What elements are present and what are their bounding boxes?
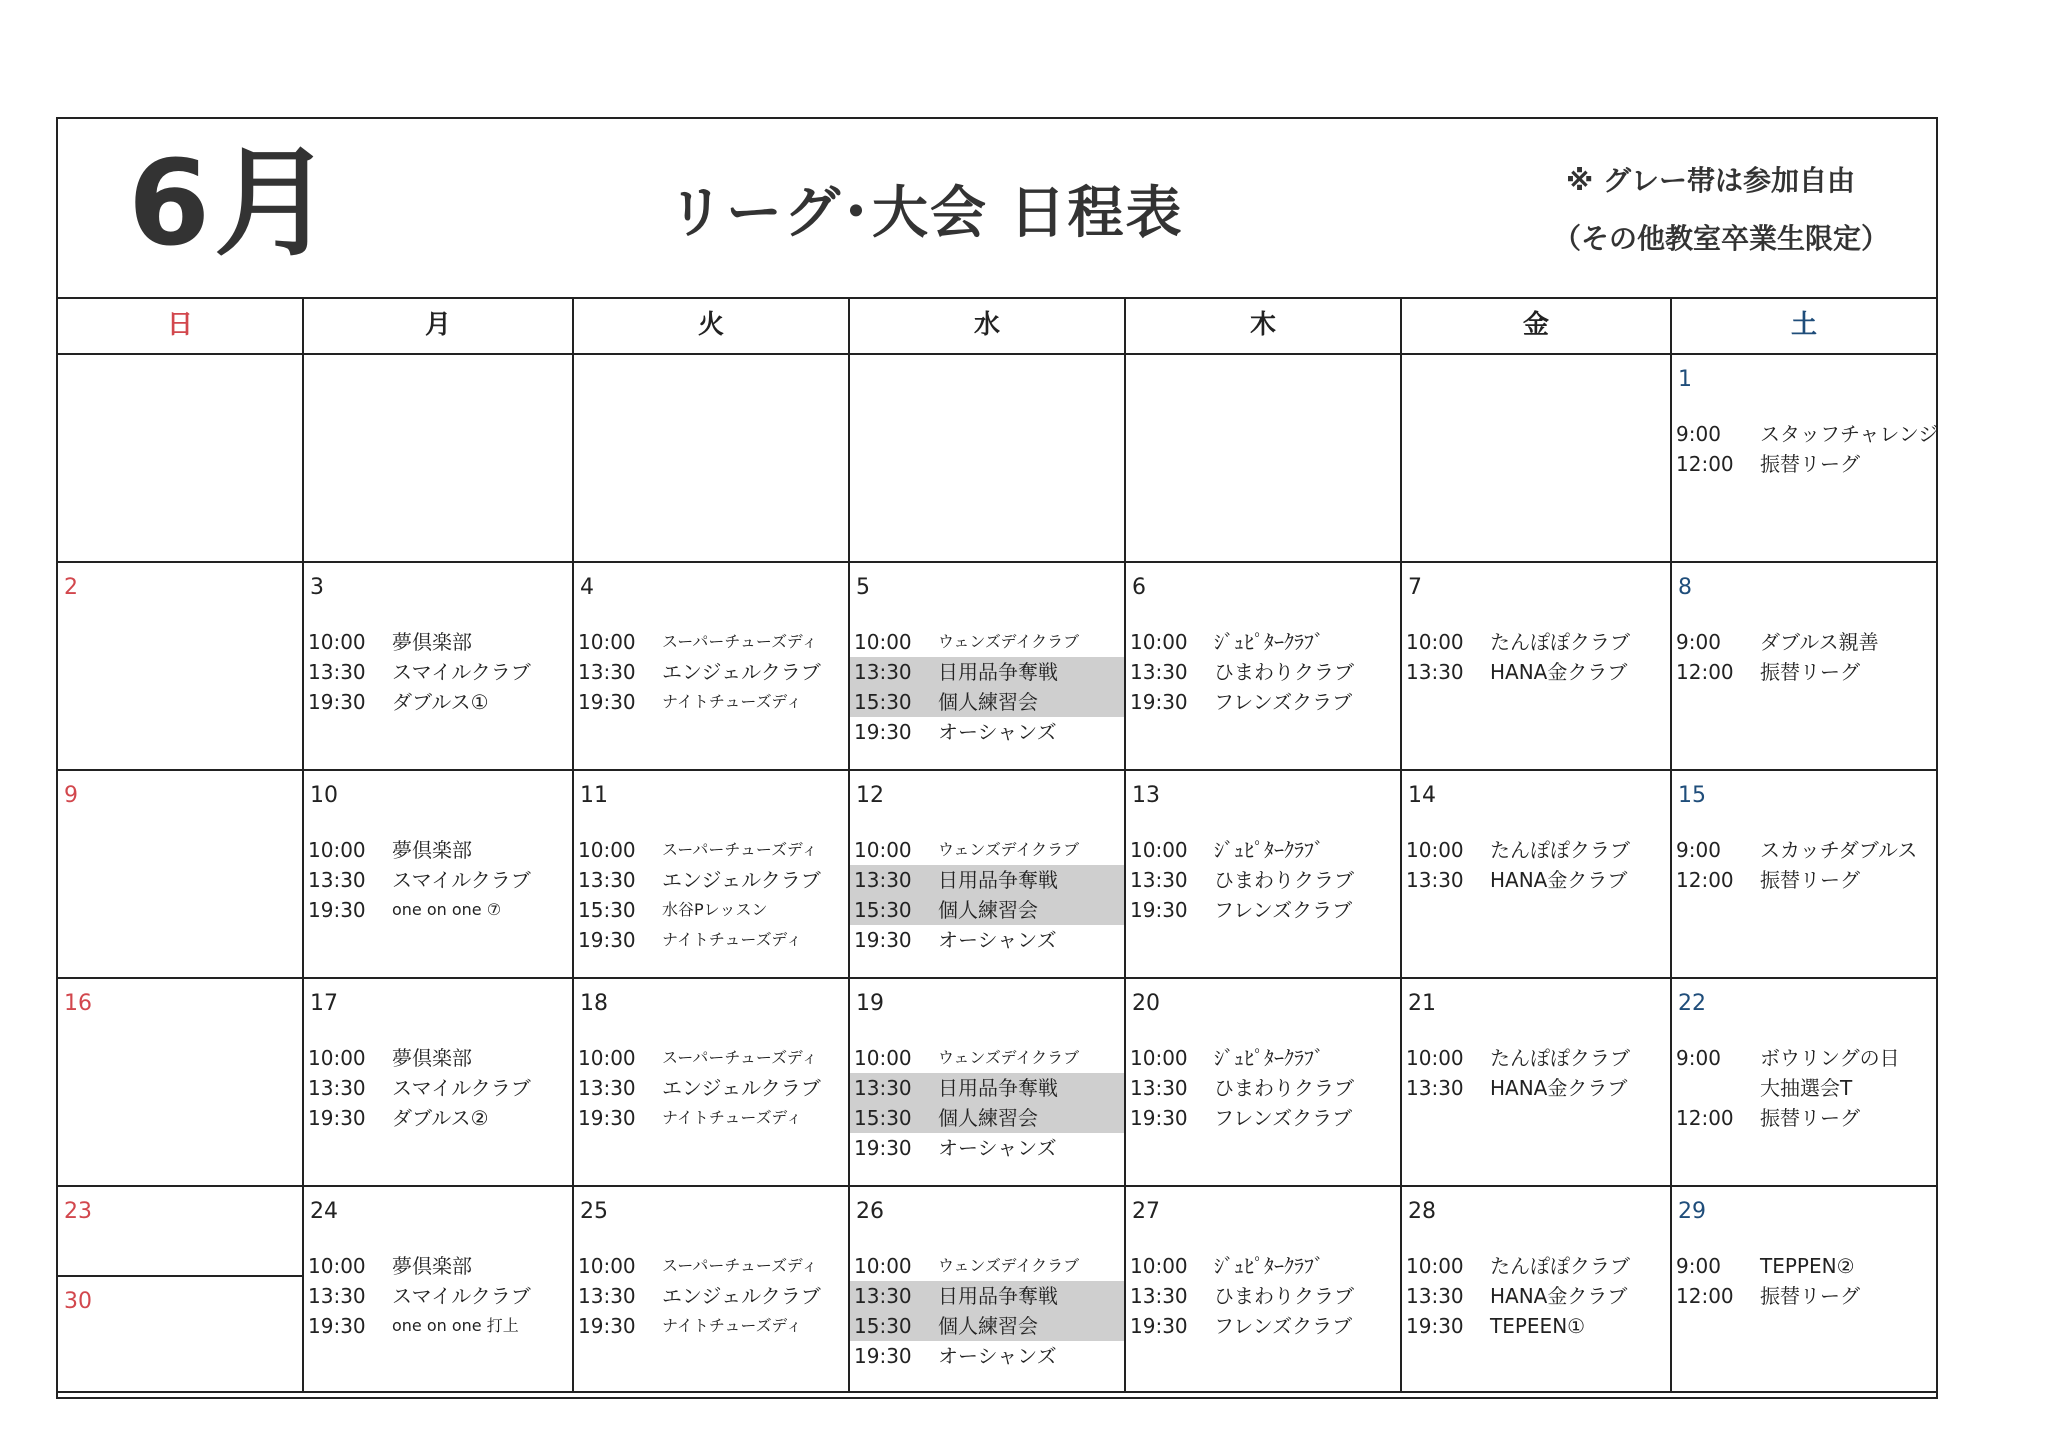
- event-time: 10:00: [1130, 1254, 1188, 1278]
- day-number: 4: [580, 575, 594, 600]
- event-row: [1402, 865, 1670, 895]
- event-time: 12:00: [1676, 1106, 1734, 1130]
- event-name: 個人練習会: [938, 1314, 1038, 1338]
- day-cell: [1126, 355, 1402, 563]
- event-row: [304, 657, 572, 687]
- event-row: [1672, 865, 1936, 895]
- event-row: [1672, 657, 1936, 687]
- schedule-sheet: [56, 117, 1938, 1399]
- day-number: 17: [310, 991, 338, 1016]
- event-time: 9:00: [1676, 1046, 1721, 1070]
- month-label: 6月: [128, 134, 337, 272]
- event-row: [850, 1281, 1124, 1311]
- event-name: ナイトチューズディ: [662, 930, 803, 949]
- event-time: 10:00: [1130, 1046, 1188, 1070]
- event-name: ナイトチューズディ: [662, 1108, 803, 1127]
- event-time: 10:00: [1406, 838, 1464, 862]
- event-time: 19:30: [854, 1344, 912, 1368]
- event-name: 個人練習会: [938, 690, 1038, 714]
- event-row: [850, 657, 1124, 687]
- weekday-header: 水: [850, 297, 1126, 355]
- event-row: [304, 1103, 572, 1133]
- event-name: ｼﾞｭﾋﾟﾀｰｸﾗﾌﾞ: [1214, 838, 1324, 862]
- event-name: フレンズクラブ: [1214, 690, 1353, 714]
- event-name: エンジェルクラブ: [662, 1284, 821, 1308]
- event-name: HANA金クラブ: [1490, 1076, 1628, 1100]
- event-row: [1672, 627, 1936, 657]
- weekday-header: 土: [1672, 297, 1938, 355]
- event-time: 19:30: [1130, 1106, 1188, 1130]
- day-cell: [304, 979, 574, 1187]
- event-name: HANA金クラブ: [1490, 868, 1628, 892]
- event-row: [1402, 1073, 1670, 1103]
- event-name: ひまわりクラブ: [1214, 1284, 1354, 1308]
- sunday-date: 9: [64, 783, 78, 808]
- event-time: 19:30: [854, 928, 912, 952]
- day-cell: [574, 771, 850, 979]
- sunday-divider: [58, 1275, 302, 1277]
- eligibility-note: （その他教室卒業生限定）: [1553, 222, 1890, 255]
- event-time: 10:00: [854, 1254, 912, 1278]
- event-row: [1672, 449, 1936, 479]
- day-cell: [1126, 1187, 1402, 1393]
- event-row: [1126, 1281, 1400, 1311]
- event-time: 15:30: [854, 690, 912, 714]
- day-cell: [1402, 355, 1672, 563]
- event-time: 15:30: [578, 898, 636, 922]
- day-number: 1: [1678, 367, 1692, 392]
- event-time: 10:00: [854, 838, 912, 862]
- event-time: 19:30: [1130, 1314, 1188, 1338]
- event-name: オーシャンズ: [938, 1136, 1057, 1160]
- event-row: [850, 1073, 1124, 1103]
- event-time: 19:30: [308, 898, 366, 922]
- event-row: [1672, 1043, 1936, 1073]
- event-time: 13:30: [578, 660, 636, 684]
- event-row: [850, 1341, 1124, 1371]
- event-row: [304, 1311, 572, 1341]
- event-row: [1126, 627, 1400, 657]
- event-name: スタッフチャレンジ: [1760, 422, 1939, 446]
- event-name: ナイトチューズディ: [662, 1316, 803, 1335]
- event-time: 19:30: [854, 1136, 912, 1160]
- day-number: 14: [1408, 783, 1436, 808]
- event-name: フレンズクラブ: [1214, 1314, 1353, 1338]
- event-row: [574, 1103, 848, 1133]
- event-name: 大抽選会T: [1760, 1076, 1853, 1100]
- event-name: たんぽぽクラブ: [1490, 630, 1630, 654]
- event-row: [304, 1251, 572, 1281]
- event-name: スカッチダブルス: [1760, 838, 1918, 862]
- day-cell: [574, 979, 850, 1187]
- event-row: [574, 627, 848, 657]
- event-name: TEPPEN②: [1760, 1254, 1855, 1278]
- event-name: エンジェルクラブ: [662, 868, 821, 892]
- event-row: [1402, 1311, 1670, 1341]
- day-cell: [304, 771, 574, 979]
- sunday-date: 2: [64, 575, 78, 600]
- sunday-date: 23: [64, 1199, 92, 1224]
- event-name: 振替リーグ: [1760, 868, 1860, 892]
- event-name: 夢倶楽部: [392, 630, 472, 654]
- day-cell: [850, 771, 1126, 979]
- event-time: 10:00: [578, 1254, 636, 1278]
- event-name: ウェンズデイクラブ: [938, 840, 1080, 859]
- day-number: 5: [856, 575, 870, 600]
- weekday-header: 日: [58, 297, 304, 355]
- event-row: [1672, 1251, 1936, 1281]
- event-time: 13:30: [854, 1284, 912, 1308]
- weekday-header: 火: [574, 297, 850, 355]
- gray-band-note: ※ グレー帯は参加自由: [1566, 164, 1855, 197]
- day-number: 18: [580, 991, 608, 1016]
- day-cell: [850, 979, 1126, 1187]
- event-row: [304, 687, 572, 717]
- event-name: オーシャンズ: [938, 1344, 1057, 1368]
- event-time: 9:00: [1676, 838, 1721, 862]
- event-time: 13:30: [1130, 1284, 1188, 1308]
- day-number: 7: [1408, 575, 1422, 600]
- day-cell: [1402, 563, 1672, 771]
- event-time: 10:00: [1406, 1046, 1464, 1070]
- day-number: 28: [1408, 1199, 1436, 1224]
- event-time: 13:30: [308, 660, 366, 684]
- event-row: [1126, 1103, 1400, 1133]
- event-time: 19:30: [308, 1314, 366, 1338]
- event-name: 日用品争奪戦: [938, 1284, 1058, 1308]
- event-time: 13:30: [1130, 660, 1188, 684]
- event-row: [1126, 1073, 1400, 1103]
- event-row: [850, 687, 1124, 717]
- event-name: HANA金クラブ: [1490, 660, 1628, 684]
- event-row: [850, 627, 1124, 657]
- event-row: [1672, 835, 1936, 865]
- day-cell: [850, 563, 1126, 771]
- event-time: 13:30: [1406, 660, 1464, 684]
- event-row: [850, 1251, 1124, 1281]
- day-cell: [574, 563, 850, 771]
- event-name: ひまわりクラブ: [1214, 868, 1354, 892]
- event-row: [574, 925, 848, 955]
- event-name: ダブルス①: [392, 690, 489, 714]
- event-row: [850, 865, 1124, 895]
- event-row: [304, 895, 572, 925]
- sunday-date: 16: [64, 991, 92, 1016]
- event-name: 夢倶楽部: [392, 838, 472, 862]
- event-name: ウェンズデイクラブ: [938, 1048, 1080, 1067]
- event-time: 19:30: [578, 1314, 636, 1338]
- event-time: 19:30: [308, 1106, 366, 1130]
- event-row: [1402, 1251, 1670, 1281]
- day-cell: [1672, 355, 1938, 563]
- event-name: ナイトチューズディ: [662, 692, 803, 711]
- event-row: [1672, 1073, 1936, 1103]
- weekday-header: 木: [1126, 297, 1402, 355]
- event-row: [1672, 419, 1939, 449]
- event-time: 13:30: [578, 1076, 636, 1100]
- day-cell: [1402, 979, 1672, 1187]
- event-time: 13:30: [308, 1284, 366, 1308]
- event-time: 10:00: [854, 630, 912, 654]
- day-number: 20: [1132, 991, 1160, 1016]
- event-row: [1402, 1281, 1670, 1311]
- event-row: [850, 1311, 1124, 1341]
- event-name: one on one 打上: [392, 1316, 519, 1335]
- event-name: ウェンズデイクラブ: [938, 632, 1080, 651]
- event-time: 19:30: [1130, 690, 1188, 714]
- event-time: 10:00: [308, 1046, 366, 1070]
- event-name: 個人練習会: [938, 898, 1038, 922]
- event-time: 13:30: [1406, 1284, 1464, 1308]
- day-number: 24: [310, 1199, 338, 1224]
- event-name: 水谷Pレッスン: [662, 900, 768, 919]
- event-time: 12:00: [1676, 1284, 1734, 1308]
- day-cell: [1672, 979, 1938, 1187]
- sunday-date: 30: [64, 1289, 92, 1314]
- event-time: 10:00: [578, 630, 636, 654]
- event-name: 振替リーグ: [1760, 660, 1860, 684]
- event-time: 13:30: [1130, 1076, 1188, 1100]
- day-cell: [1126, 563, 1402, 771]
- weekday-header: 金: [1402, 297, 1672, 355]
- event-row: [574, 1073, 848, 1103]
- day-number: 22: [1678, 991, 1706, 1016]
- event-row: [1402, 657, 1670, 687]
- event-row: [574, 1251, 848, 1281]
- event-row: [304, 835, 572, 865]
- event-row: [574, 865, 848, 895]
- day-cell: [850, 355, 1126, 563]
- day-number: 6: [1132, 575, 1146, 600]
- day-cell: [1672, 771, 1938, 979]
- event-name: エンジェルクラブ: [662, 1076, 821, 1100]
- event-time: 13:30: [854, 868, 912, 892]
- event-name: 夢倶楽部: [392, 1046, 472, 1070]
- event-time: 12:00: [1676, 868, 1734, 892]
- event-name: スマイルクラブ: [392, 1076, 531, 1100]
- event-name: 振替リーグ: [1760, 1106, 1860, 1130]
- event-row: [1126, 1251, 1400, 1281]
- event-time: 10:00: [854, 1046, 912, 1070]
- day-number: 11: [580, 783, 608, 808]
- event-row: [574, 1043, 848, 1073]
- event-row: [1126, 865, 1400, 895]
- event-time: 10:00: [1406, 630, 1464, 654]
- day-number: 15: [1678, 783, 1706, 808]
- event-row: [574, 835, 848, 865]
- day-number: 27: [1132, 1199, 1160, 1224]
- event-name: 個人練習会: [938, 1106, 1038, 1130]
- event-name: エンジェルクラブ: [662, 660, 821, 684]
- event-name: ひまわりクラブ: [1214, 660, 1354, 684]
- event-row: [850, 717, 1124, 747]
- event-time: 15:30: [854, 1314, 912, 1338]
- event-row: [850, 835, 1124, 865]
- event-row: [574, 1281, 848, 1311]
- event-time: 10:00: [578, 838, 636, 862]
- weekday-header: 月: [304, 297, 574, 355]
- event-row: [1672, 1103, 1936, 1133]
- event-row: [1402, 835, 1670, 865]
- event-name: ダブルス②: [392, 1106, 489, 1130]
- day-cell: [304, 1187, 574, 1393]
- event-name: フレンズクラブ: [1214, 898, 1353, 922]
- event-time: 9:00: [1676, 630, 1721, 654]
- event-row: [1126, 657, 1400, 687]
- event-time: 19:30: [1130, 898, 1188, 922]
- event-row: [304, 1043, 572, 1073]
- event-time: 13:30: [1406, 1076, 1464, 1100]
- sunday-cell: [58, 563, 304, 771]
- event-time: 12:00: [1676, 452, 1734, 476]
- day-number: 12: [856, 783, 884, 808]
- event-name: ｼﾞｭﾋﾟﾀｰｸﾗﾌﾞ: [1214, 630, 1324, 654]
- event-time: 13:30: [1130, 868, 1188, 892]
- event-name: ｼﾞｭﾋﾟﾀｰｸﾗﾌﾞ: [1214, 1254, 1324, 1278]
- event-time: 19:30: [308, 690, 366, 714]
- sunday-cell: [58, 771, 304, 979]
- event-time: 19:30: [854, 720, 912, 744]
- sunday-cell: [58, 355, 304, 563]
- event-row: [1402, 627, 1670, 657]
- day-number: 29: [1678, 1199, 1706, 1224]
- event-name: たんぽぽクラブ: [1490, 838, 1630, 862]
- event-row: [304, 627, 572, 657]
- event-time: 13:30: [308, 868, 366, 892]
- event-row: [304, 865, 572, 895]
- day-cell: [1672, 1187, 1938, 1393]
- event-row: [850, 895, 1124, 925]
- event-time: 13:30: [578, 868, 636, 892]
- event-row: [304, 1281, 572, 1311]
- event-time: 13:30: [578, 1284, 636, 1308]
- day-number: 10: [310, 783, 338, 808]
- event-time: 13:30: [1406, 868, 1464, 892]
- day-cell: [1672, 563, 1938, 771]
- event-time: 15:30: [854, 1106, 912, 1130]
- day-cell: [850, 1187, 1126, 1393]
- sunday-cell: [58, 979, 304, 1187]
- event-time: 10:00: [1130, 630, 1188, 654]
- day-cell: [304, 563, 574, 771]
- event-row: [1126, 835, 1400, 865]
- event-row: [1126, 1311, 1400, 1341]
- event-row: [574, 687, 848, 717]
- event-time: 19:30: [578, 690, 636, 714]
- event-row: [1126, 1043, 1400, 1073]
- event-row: [1402, 1043, 1670, 1073]
- day-cell: [574, 1187, 850, 1393]
- day-cell: [1402, 771, 1672, 979]
- event-name: 振替リーグ: [1760, 452, 1860, 476]
- event-time: 10:00: [308, 630, 366, 654]
- day-number: 13: [1132, 783, 1160, 808]
- event-time: 10:00: [308, 838, 366, 862]
- event-name: スマイルクラブ: [392, 868, 531, 892]
- event-row: [574, 657, 848, 687]
- event-time: 13:30: [854, 1076, 912, 1100]
- event-time: 12:00: [1676, 660, 1734, 684]
- event-time: 13:30: [308, 1076, 366, 1100]
- day-cell: [574, 355, 850, 563]
- event-name: オーシャンズ: [938, 928, 1057, 952]
- day-number: 19: [856, 991, 884, 1016]
- page-title: リーグ･大会 日程表: [668, 181, 1184, 246]
- event-row: [1672, 1281, 1936, 1311]
- event-time: 10:00: [1130, 838, 1188, 862]
- event-name: ウェンズデイクラブ: [938, 1256, 1080, 1275]
- day-number: 3: [310, 575, 324, 600]
- event-name: 夢倶楽部: [392, 1254, 472, 1278]
- event-name: ひまわりクラブ: [1214, 1076, 1354, 1100]
- event-name: スーパーチューズディ: [662, 1256, 818, 1275]
- event-name: 日用品争奪戦: [938, 1076, 1058, 1100]
- day-cell: [1402, 1187, 1672, 1393]
- event-time: 15:30: [854, 898, 912, 922]
- event-name: スマイルクラブ: [392, 1284, 531, 1308]
- event-time: 19:30: [578, 928, 636, 952]
- event-name: スーパーチューズディ: [662, 1048, 818, 1067]
- event-name: HANA金クラブ: [1490, 1284, 1628, 1308]
- event-time: 9:00: [1676, 1254, 1721, 1278]
- day-number: 21: [1408, 991, 1436, 1016]
- day-cell: [304, 355, 574, 563]
- event-name: one on one ⑦: [392, 900, 502, 919]
- event-row: [850, 1133, 1124, 1163]
- day-number: 26: [856, 1199, 884, 1224]
- event-time: 10:00: [1406, 1254, 1464, 1278]
- event-time: 19:30: [1406, 1314, 1464, 1338]
- event-time: 10:00: [308, 1254, 366, 1278]
- event-name: ボウリングの日: [1760, 1046, 1900, 1070]
- event-name: スーパーチューズディ: [662, 632, 818, 651]
- event-row: [850, 925, 1124, 955]
- event-name: ダブルス親善: [1760, 630, 1879, 654]
- day-cell: [1126, 979, 1402, 1187]
- event-row: [574, 895, 848, 925]
- event-name: 日用品争奪戦: [938, 660, 1058, 684]
- sunday-cell: [58, 1187, 304, 1393]
- event-row: [304, 1073, 572, 1103]
- event-name: 振替リーグ: [1760, 1284, 1860, 1308]
- day-number: 8: [1678, 575, 1692, 600]
- event-name: オーシャンズ: [938, 720, 1057, 744]
- event-time: 13:30: [854, 660, 912, 684]
- event-name: たんぽぽクラブ: [1490, 1046, 1630, 1070]
- event-name: TEPEEN①: [1490, 1314, 1586, 1338]
- event-row: [850, 1043, 1124, 1073]
- day-number: 25: [580, 1199, 608, 1224]
- event-name: 日用品争奪戦: [938, 868, 1058, 892]
- event-time: 10:00: [578, 1046, 636, 1070]
- event-row: [574, 1311, 848, 1341]
- event-row: [1126, 687, 1400, 717]
- event-name: スーパーチューズディ: [662, 840, 818, 859]
- sheet-header: [58, 119, 1936, 299]
- day-cell: [1126, 771, 1402, 979]
- event-row: [850, 1103, 1124, 1133]
- event-name: スマイルクラブ: [392, 660, 531, 684]
- event-time: 19:30: [578, 1106, 636, 1130]
- event-row: [1126, 895, 1400, 925]
- event-name: ｼﾞｭﾋﾟﾀｰｸﾗﾌﾞ: [1214, 1046, 1324, 1070]
- event-name: フレンズクラブ: [1214, 1106, 1353, 1130]
- event-name: たんぽぽクラブ: [1490, 1254, 1630, 1278]
- event-time: 9:00: [1676, 422, 1721, 446]
